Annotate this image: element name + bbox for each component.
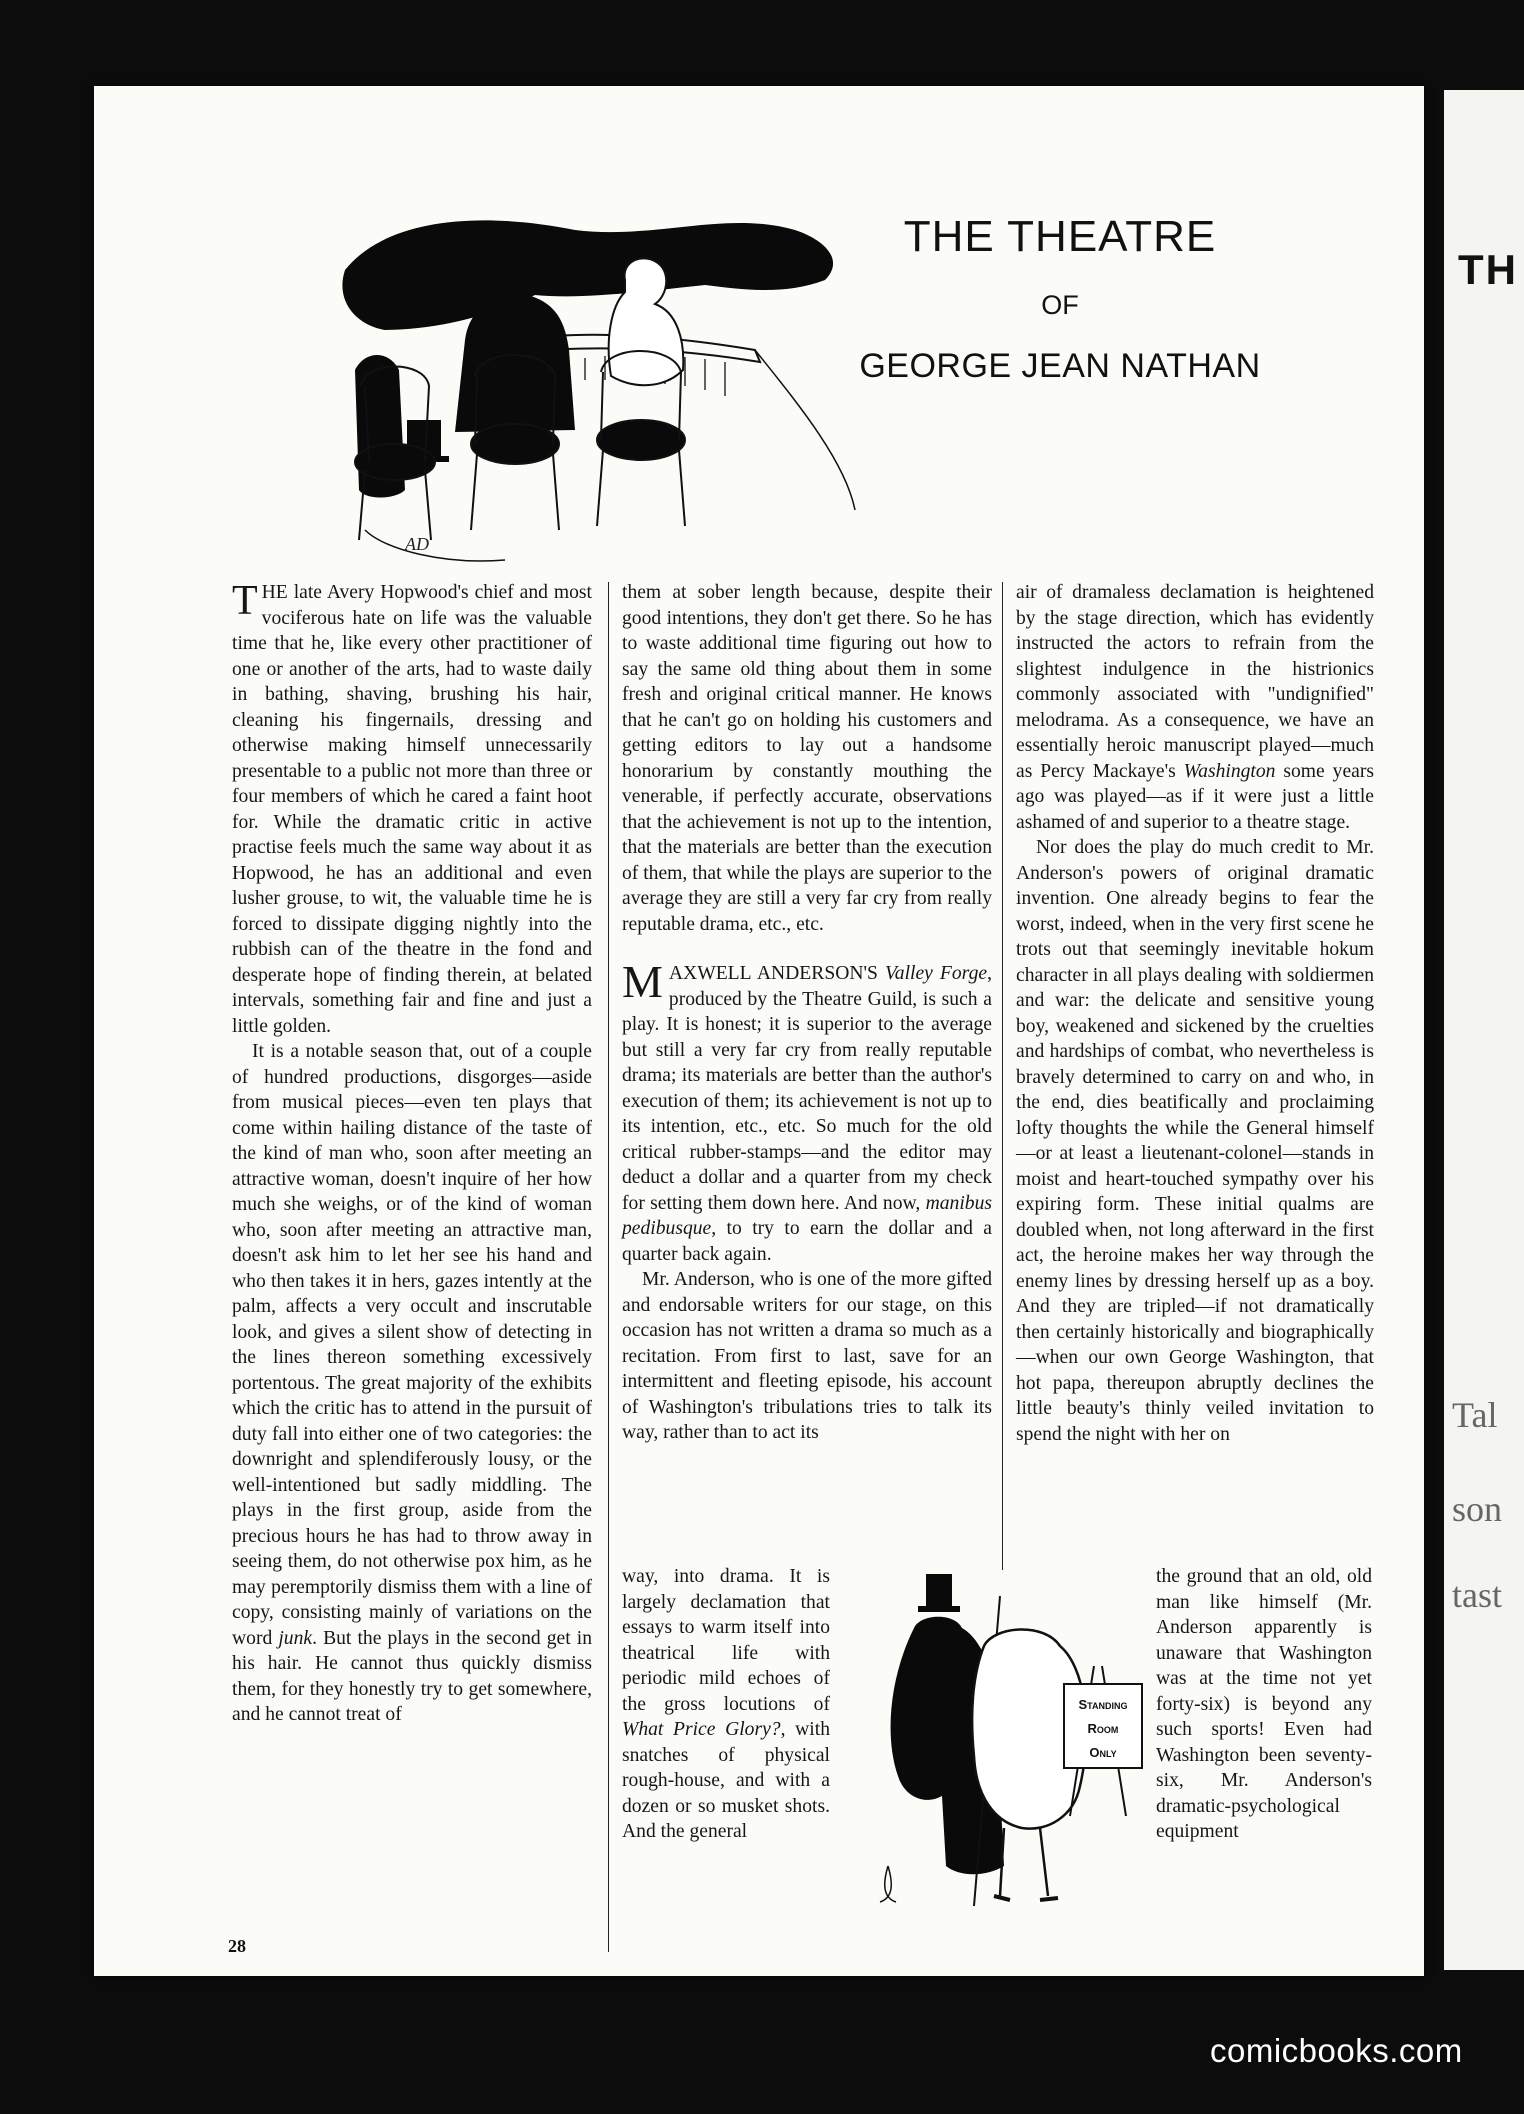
article-author: GEORGE JEAN NATHAN <box>859 347 1261 385</box>
paragraph <box>1016 580 1374 835</box>
play-title: Valley Forge <box>885 963 988 984</box>
theatre-box-illustration <box>325 200 865 580</box>
paragraph-text: AXWELL ANDERSON'S <box>668 963 885 984</box>
article-title: THE THEATRE <box>903 212 1217 261</box>
adjacent-page-title-fragment: TH <box>1458 246 1518 293</box>
latin-phrase: manibus pedibusque <box>622 1192 992 1239</box>
paragraph-text: air of dramaless declamation is heightened by the stage direction, which has evidently instructed the actors to refrain from the slightest indulgence in the histrionics commonly associated with "undignified" melodrama. As a consequence, we have an essentially heroic manuscript played—much as Percy Mackaye's <box>1016 582 1374 782</box>
article-column-3 <box>1016 580 1374 1447</box>
sign-text-standing: Standing <box>1078 1697 1128 1712</box>
paragraph <box>232 1039 592 1728</box>
paragraph-text: way, into drama. It is largely declamation that essays to warm itself into theatrical life with periodic mild echoes of the gross locutions of <box>622 1566 830 1715</box>
column-rule <box>608 582 609 1952</box>
sign-text-room: Room <box>1087 1721 1119 1736</box>
italic-word: junk <box>278 1627 313 1649</box>
page-number: 28 <box>228 1936 246 1956</box>
paragraph <box>232 580 592 1039</box>
article-column-2 <box>622 580 992 1446</box>
paragraph-text: , produced by the Theatre Guild, is such a play. It is honest; it is superior to the average but still a very far cry from really reputable drama; its materials are better than the author's execution of them; its achievement is not up to its intention, etc., etc. So much for the old critical rubber-stamps—and the editor may deduct a dollar and a quarter from my check for setting them down here. And now, <box>622 963 992 1214</box>
paragraph-text: . But the plays in the second get in his hair. He cannot thus quickly dismiss them, for they honestly try to get somewhere, and he cannot treat of <box>232 1627 592 1725</box>
article-column-3-continued <box>1156 1564 1372 1845</box>
paragraph-text: some years ago was played—as if it were just a little ashamed of and superior to a theatre stage. <box>1016 760 1374 833</box>
article-title-block <box>790 212 1330 386</box>
play-title: What Price Glory? <box>622 1719 781 1740</box>
paragraph-text: It is a notable season that, out of a couple of hundred productions, disgorges—aside from musical pieces—even ten plays that come within hailing distance of the taste of the kind of man who, soon after meeting an attractive woman, doesn't inquire of her how much she weighs, or of the kind of woman who, soon after meeting an attractive man, doesn't ask him to let her see his hand and who then takes it in hers, gazes intently at the palm, affects a very occult and inscrutable look, and gives a silent show of detecting in the lines thereon something excessively portentous. The great majority of the exhibits which the critic has to attend in the pursuit of duty fall into either one of two categories: the downright and splendiferously lousy, or the well-intentioned but sadly middling. The plays in the first group, aside from the precious hours he has had to throw away in seeing them, do not otherwise pox him, as he may peremptorily dismiss them with a line of copy, consisting mainly of variations on the word <box>232 1041 592 1649</box>
standing-room-illustration <box>834 1566 1154 1936</box>
paragraph-text: , to try to earn the dollar and a quarter back again. <box>622 1218 992 1265</box>
artist-signature: AD <box>405 534 429 554</box>
adjacent-page-text: son <box>1452 1489 1503 1529</box>
top-hat <box>926 1574 952 1610</box>
sign-text-only: Only <box>1089 1745 1117 1760</box>
paragraph: them at sober length because, despite their good intentions, they don't get there. So he has to waste additional time figuring out how to say the same old thing about them in some fresh and original critical manner. He knows that he can't go on holding his customers and getting editors to lay out a handsome honorarium by constantly mouthing the venerable, if perfectly accurate, observations that the achievement is not up to the intention, that the materials are better than the execution of them, that while the plays are superior to the average they are still a very far cry from really reputable drama, etc., etc. <box>622 582 992 935</box>
drop-cap: M <box>622 956 663 1007</box>
paragraph: Nor does the play do much credit to Mr. Anderson's powers of original dramatic invention. One already begins to fear the worst, indeed, when in the very first scene he trots out that seemingly inevitable hokum character in all plays dealing with soldiermen and war: the delicate and sensitive young boy, weakened and sickened by the cruelties and hardships of combat, who nevertheless is bravely determined to carry on and who, in the end, dies beatifically and proclaiming lofty thoughts the while the General himself—or at least a lieutenant-colonel—stands in moist and heart-touched sympathy over his expiring form. These initial qualms are doubled when, not long afterward in the first act, the heroine makes her way through the enemy lines by dressing herself up as a boy. And they are tripled—if not dramatically then certainly historically and biographically—when our own George Washington, that hot papa, thereupon abruptly declines the little beauty's thinly veiled invitation to spend the night with her on <box>1016 837 1374 1445</box>
paragraph: Mr. Anderson, who is one of the more gifted and endorsable writers for our stage, on this occasion has not written a drama so much as a recitation. From first to last, save for an intermittent and fleeting episode, his account of Washington's tribulations tries to talk its way, rather than to act its <box>622 1269 992 1443</box>
article-title-of: OF <box>1041 290 1079 320</box>
paragraph-text: , with snatches of physical rough-house, and with a dozen or so musket shots. And the general <box>622 1719 830 1842</box>
adjacent-page-text: Tal <box>1452 1395 1498 1435</box>
play-title: Washington <box>1183 760 1276 782</box>
watermark: comicbooks.com <box>1210 2032 1463 2069</box>
paragraph <box>622 956 992 1267</box>
article-column-2-continued <box>622 1564 830 1845</box>
paragraph-text: HE late Avery Hopwood's chief and most vociferous hate on life was the valuable time that he, like every other practitioner of one or another of the arts, had to waste daily in bathing, shaving, brushing his hair, cleaning his fingernails, dressing and otherwise making himself unnecessarily presentable to a public not more than three or four members of which he cared a faint hoot for. While the dramatic critic in active practise feels much the same way about it as Hopwood, he has an additional and even lusher grouse, to wit, the valuable time he is forced to dissipate digging nightly into the rubbish can of the theatre in the fond and desperate hope of finding therein, at belated intervals, something fair and fine and just a little golden. <box>232 582 592 1037</box>
paragraph <box>622 1564 830 1845</box>
paragraph: the ground that an old, old man like himself (Mr. Anderson apparently is unaware that Washington was at the time not yet forty-six) is beyond any such sports! Even had Washington been seventy-six, Mr. Anderson's dramatic-psychological equipment <box>1156 1566 1372 1842</box>
column-rule <box>1002 582 1003 1570</box>
adjacent-page-text: tast <box>1452 1575 1502 1615</box>
adjacent-page-edge <box>1444 90 1524 1970</box>
article-column-1 <box>232 580 592 1728</box>
shadow-scribble <box>342 220 833 330</box>
drop-cap: T <box>232 578 258 624</box>
